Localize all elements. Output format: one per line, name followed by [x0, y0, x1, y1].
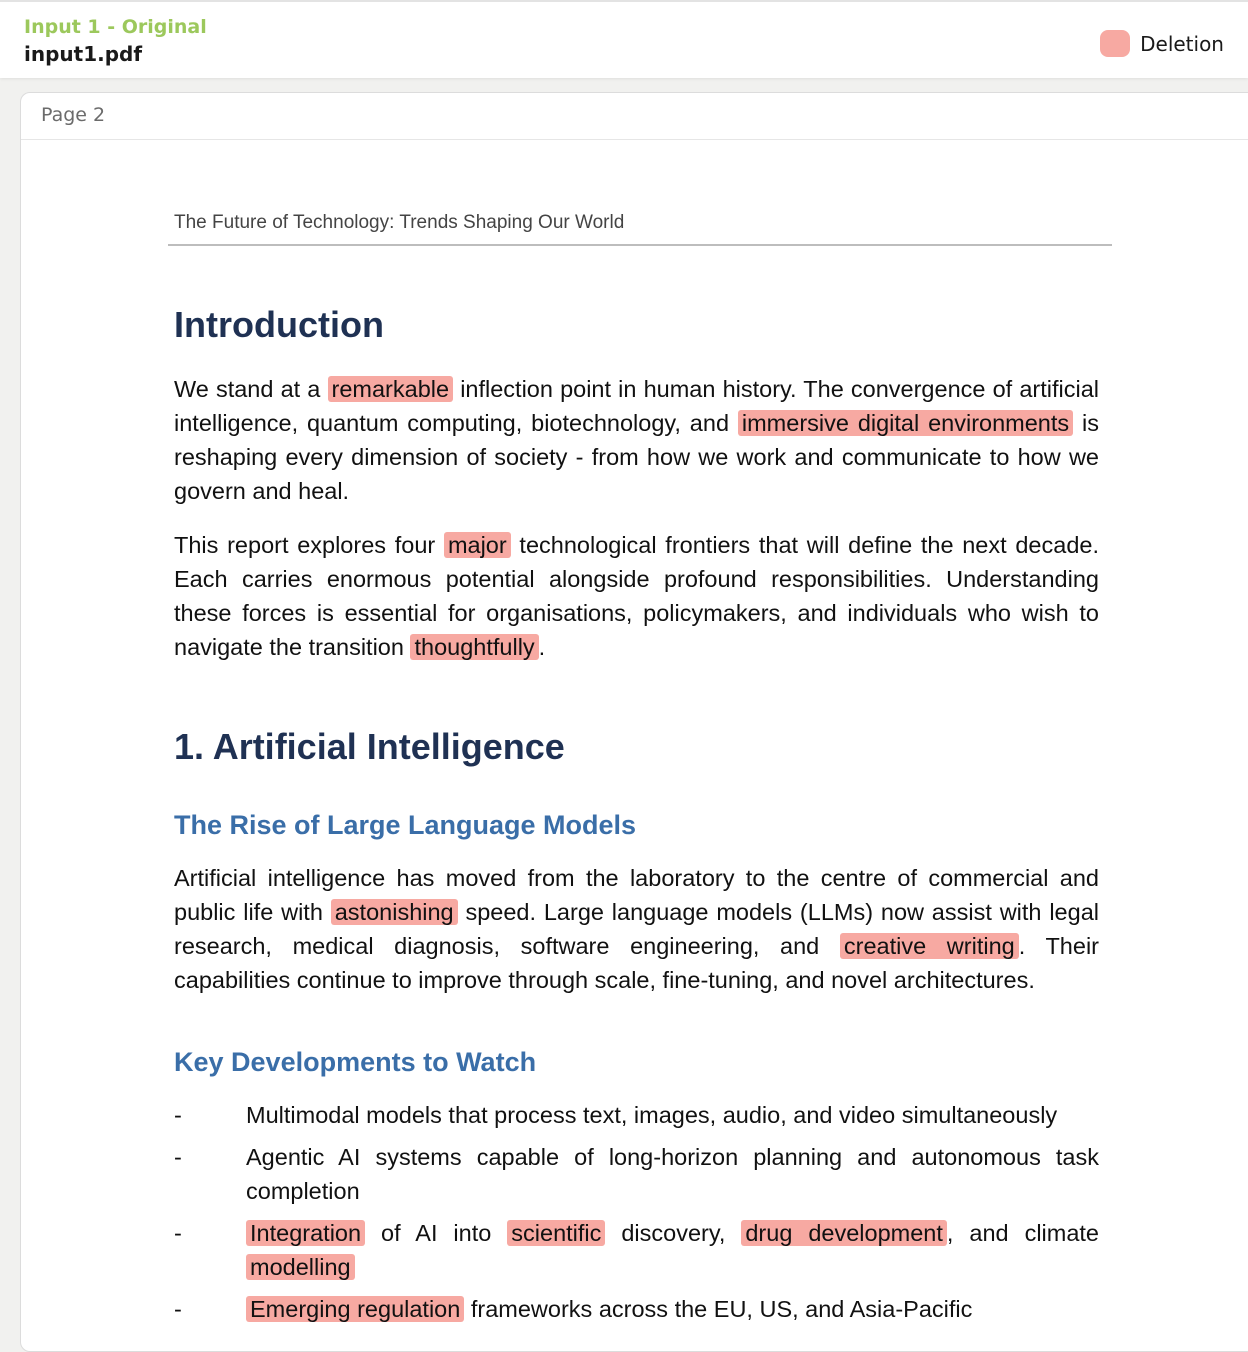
intro-paragraph-2: This report explores four major technological frontiers that will define the next decade. Each carries enormous potential alongside profound responsibilities. Understanding these forces is essential for organisations, policymakers, and individuals who wish to navigate the transition thoughtfully .: [174, 532, 1099, 660]
deletion-highlight[interactable]: Integration: [246, 1220, 365, 1246]
deletion-highlight[interactable]: astonishing: [331, 899, 458, 925]
legend: [1100, 30, 1224, 57]
top-bar: [0, 0, 1248, 78]
deletion-highlight[interactable]: modelling: [246, 1254, 355, 1280]
developments-list: [174, 1098, 1099, 1326]
deletion-highlight[interactable]: Emerging regulation: [246, 1296, 464, 1322]
page-tab: Page 2: [21, 93, 1248, 140]
deletion-highlight[interactable]: thoughtfully: [410, 634, 538, 660]
llm-paragraph: Artificial intelligence has moved from the laboratory to the centre of commercial and public life with astonishing speed. Large language models (LLMs) now assist with legal research, medical diagnosis, software engineering, and creative writing . Their capabilities continue to improve through scale, fine-tuning, and novel architectures.: [174, 865, 1099, 993]
document-content: [174, 139, 1099, 1334]
list-dash: -: [174, 1144, 182, 1170]
intro-paragraph-1: We stand at a remarkable inflection point in human history. The convergence of artificial intelligence, quantum computing, biotechnology, and immersive digital environments is reshaping every dimension of society - from how we work and communicate to how we govern and heal.: [174, 376, 1099, 504]
intro-heading: Introduction: [174, 304, 384, 345]
list-dash: -: [174, 1296, 182, 1322]
list-dash: -: [174, 1220, 182, 1246]
deletion-highlight[interactable]: remarkable: [328, 376, 454, 402]
deletion-highlight[interactable]: creative writing: [840, 933, 1019, 959]
deletion-highlight[interactable]: immersive digital environments: [738, 410, 1073, 436]
list-item: - Multimodal models that process text, images, audio, and video simultaneously: [174, 1098, 1099, 1132]
subsection-heading: Key Developments to Watch: [174, 1047, 537, 1077]
section-heading: 1. Artificial Intelligence: [174, 726, 565, 767]
running-head: The Future of Technology: Trends Shaping Our World: [168, 212, 1112, 246]
deletion-highlight[interactable]: scientific: [507, 1220, 605, 1246]
deletion-highlight[interactable]: drug development: [741, 1220, 947, 1246]
list-item: - Emerging regulation frameworks across the EU, US, and Asia-Pacific: [174, 1292, 1099, 1326]
legend-label: Deletion: [1140, 31, 1224, 56]
file-name: input1.pdf: [24, 42, 143, 66]
list-dash: -: [174, 1102, 182, 1128]
input-label: Input 1 - Original: [24, 16, 207, 38]
deletion-swatch: [1100, 30, 1130, 57]
deletion-highlight[interactable]: major: [444, 532, 511, 558]
subsection-heading: The Rise of Large Language Models: [174, 810, 637, 840]
page-card: [20, 92, 1248, 1352]
list-item: - Agentic AI systems capable of long-horizon planning and autonomous task completion: [174, 1140, 1099, 1208]
list-item: - Integration of AI into scientific discovery, drug development , and climate modelling: [174, 1216, 1099, 1284]
